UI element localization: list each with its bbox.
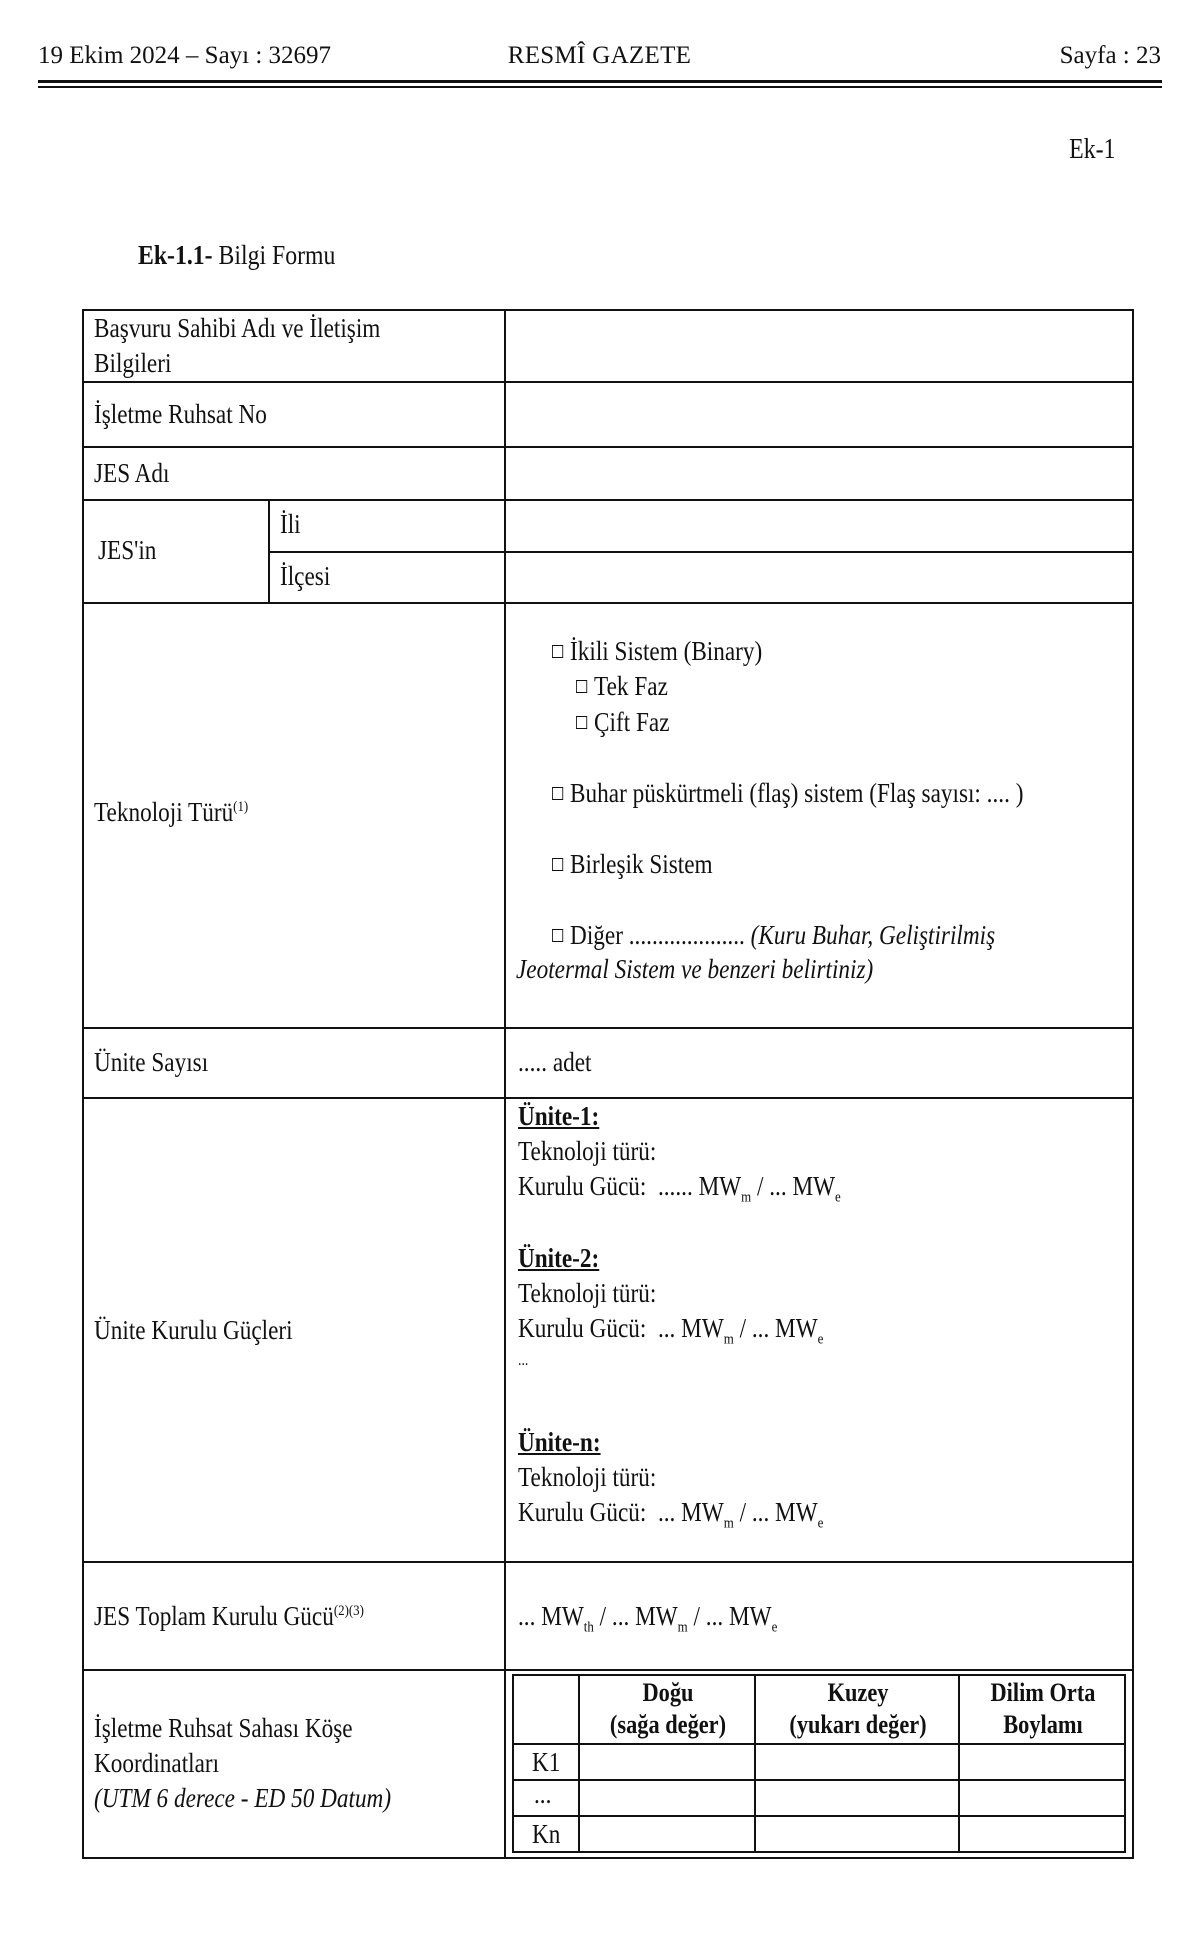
unit-count-value: ..... adet <box>518 1047 592 1077</box>
option-double-phase-label: Çift Faz <box>594 707 670 737</box>
option-other-note: (Kuru Buhar, Geliştirilmiş <box>744 920 996 950</box>
unit-n-power-value-e: / ... MW <box>733 1497 818 1527</box>
option-combined-label: Birleşik Sistem <box>570 849 713 879</box>
total-power-th: ... MW <box>518 1601 584 1631</box>
info-form-table <box>82 309 1134 1859</box>
option-flash[interactable] <box>552 776 1023 811</box>
header-rule-thick <box>38 80 1162 83</box>
column-divider <box>504 309 506 1859</box>
checkbox-icon[interactable] <box>552 645 563 658</box>
coord-col-divider <box>958 1674 960 1853</box>
col-east-header-line2: (sağa değer) <box>609 1710 727 1739</box>
option-double-phase[interactable] <box>576 705 670 740</box>
unit-count-label: Ünite Sayısı <box>94 1047 209 1077</box>
gazette-name: RESMÎ GAZETE <box>507 42 692 69</box>
sub-e: e <box>817 1515 824 1532</box>
coord-row-k1: K1 <box>532 1747 561 1777</box>
annex-label: Ek-1 <box>1068 134 1115 165</box>
checkbox-icon[interactable] <box>552 929 563 942</box>
option-combined[interactable] <box>552 847 713 882</box>
option-other-label: Diğer .................... <box>570 920 745 950</box>
total-power-m: / ... MW <box>593 1601 678 1631</box>
district-label: İlçesi <box>280 561 331 591</box>
col-north-header <box>762 1677 955 1741</box>
table-border-left <box>82 309 84 1859</box>
total-power-value <box>518 1599 777 1634</box>
coord-row-divider <box>512 1815 1126 1817</box>
option-flash-label: Buhar püskürtmeli (flaş) sistem (Flaş sayısı: .... ) <box>570 778 1024 808</box>
col-meridian-header-line1: Dilim Orta <box>990 1678 1096 1707</box>
coordinates-label <box>94 1711 391 1816</box>
license-no-label: İşletme Ruhsat No <box>94 399 267 429</box>
row-divider <box>82 1669 1134 1671</box>
col-east-header-line1: Doğu <box>642 1678 694 1707</box>
applicant-label-line2: Bilgileri <box>94 348 172 378</box>
coord-col-divider <box>578 1674 580 1853</box>
checkbox-icon[interactable] <box>552 858 563 871</box>
sub-m: m <box>677 1619 688 1636</box>
coord-row-kn: Kn <box>532 1819 561 1849</box>
jes-name-label: JES Adı <box>94 458 170 488</box>
row-divider <box>82 1027 1134 1029</box>
table-border-right <box>1132 309 1134 1859</box>
form-title-code: Ek-1.1- <box>138 240 213 270</box>
technology-label-text: Teknoloji Türü <box>94 797 234 827</box>
row-divider <box>82 499 1134 501</box>
unit-n-power-label: Kurulu Gücü: <box>518 1497 647 1527</box>
unit-ellipsis: ... <box>518 1352 529 1369</box>
footnote-2-3: (2)(3) <box>333 1603 364 1619</box>
issue-date: 19 Ekim 2024 – Sayı : 32697 <box>38 42 332 69</box>
unit-powers-label: Ünite Kurulu Güçleri <box>94 1315 293 1345</box>
applicant-label <box>94 311 380 381</box>
total-power-label-text: JES Toplam Kurulu Gücü <box>94 1601 334 1631</box>
checkbox-icon[interactable] <box>552 787 563 800</box>
col-meridian-header <box>963 1677 1123 1741</box>
row-divider <box>82 602 1134 604</box>
row-divider <box>82 1561 1134 1563</box>
sub-m: m <box>723 1515 734 1532</box>
col-meridian-header-line2: Boylamı <box>1003 1710 1083 1739</box>
sub-m: m <box>741 1189 752 1206</box>
option-binary-label: İkili Sistem (Binary) <box>570 636 763 666</box>
page-number: Sayfa : 23 <box>1059 42 1161 69</box>
unit-2-tech: Teknoloji türü: <box>518 1278 657 1308</box>
table-border-bottom <box>82 1857 1134 1859</box>
row-divider <box>82 381 1134 383</box>
unit-n-power <box>518 1495 823 1530</box>
coordinates-label-line2: Koordinatları <box>94 1748 220 1778</box>
row-divider <box>82 446 1134 448</box>
unit-1-tech: Teknoloji türü: <box>518 1136 657 1166</box>
location-sub-divider <box>268 499 270 604</box>
coord-col-divider <box>512 1674 514 1853</box>
form-title <box>138 240 335 271</box>
checkbox-icon[interactable] <box>576 680 587 693</box>
coord-col-divider <box>1124 1674 1126 1853</box>
applicant-label-line1: Başvuru Sahibi Adı ve İletişim <box>94 313 381 343</box>
unit-2-power <box>518 1311 823 1346</box>
checkbox-icon[interactable] <box>576 716 587 729</box>
header-rule-thin <box>38 86 1162 88</box>
unit-1-power-value-e: / ... MW <box>751 1171 836 1201</box>
col-east-header <box>584 1677 753 1741</box>
province-label: İli <box>280 509 301 539</box>
unit-n-block <box>518 1425 823 1530</box>
unit-n-tech: Teknoloji türü: <box>518 1462 657 1492</box>
coord-col-divider <box>754 1674 756 1853</box>
option-other[interactable] <box>552 918 995 953</box>
unit-1-block <box>518 1099 841 1204</box>
page-header <box>38 42 1161 78</box>
col-north-header-line2: (yukarı değer) <box>789 1710 927 1739</box>
option-single-phase-label: Tek Faz <box>594 671 668 701</box>
coordinates-label-line3: (UTM 6 derece - ED 50 Datum) <box>94 1783 392 1813</box>
coord-border-bottom <box>512 1851 1126 1853</box>
sub-e: e <box>835 1189 841 1206</box>
unit-2-power-value-e: / ... MW <box>733 1313 818 1343</box>
total-power-label <box>94 1599 364 1634</box>
row-divider <box>268 551 1134 553</box>
coord-row-divider <box>512 1743 1126 1745</box>
coordinates-label-line1: İşletme Ruhsat Sahası Köşe <box>94 1713 353 1743</box>
coord-row-ellipsis: ... <box>534 1779 552 1809</box>
col-north-header-line1: Kuzey <box>827 1678 889 1707</box>
unit-1-power <box>518 1169 841 1204</box>
unit-2-title: Ünite-2: <box>518 1243 600 1273</box>
option-binary[interactable] <box>552 634 762 669</box>
unit-2-block <box>518 1241 823 1376</box>
sub-e: e <box>771 1619 778 1636</box>
jes-in-label: JES'in <box>98 535 157 565</box>
option-other-note-line2: Jeotermal Sistem ve benzeri belirtiniz) <box>516 954 874 984</box>
sub-th: th <box>583 1619 594 1636</box>
sub-m: m <box>723 1331 734 1348</box>
sub-e: e <box>817 1331 824 1348</box>
technology-label <box>94 795 248 830</box>
unit-2-power-label: Kurulu Gücü: <box>518 1313 647 1343</box>
total-power-e: / ... MW <box>687 1601 772 1631</box>
unit-n-power-value-m: ... MW <box>657 1497 724 1527</box>
footnote-1: (1) <box>233 799 249 815</box>
unit-1-power-value-m: ...... MW <box>657 1171 742 1201</box>
unit-1-title: Ünite-1: <box>518 1101 600 1131</box>
unit-2-power-value-m: ... MW <box>657 1313 724 1343</box>
form-title-text: Bilgi Formu <box>212 240 336 270</box>
coord-border-top <box>512 1674 1126 1676</box>
option-single-phase[interactable] <box>576 669 668 704</box>
unit-n-title: Ünite-n: <box>518 1427 601 1457</box>
coord-row-divider <box>512 1779 1126 1781</box>
unit-1-power-label: Kurulu Gücü: <box>518 1171 647 1201</box>
